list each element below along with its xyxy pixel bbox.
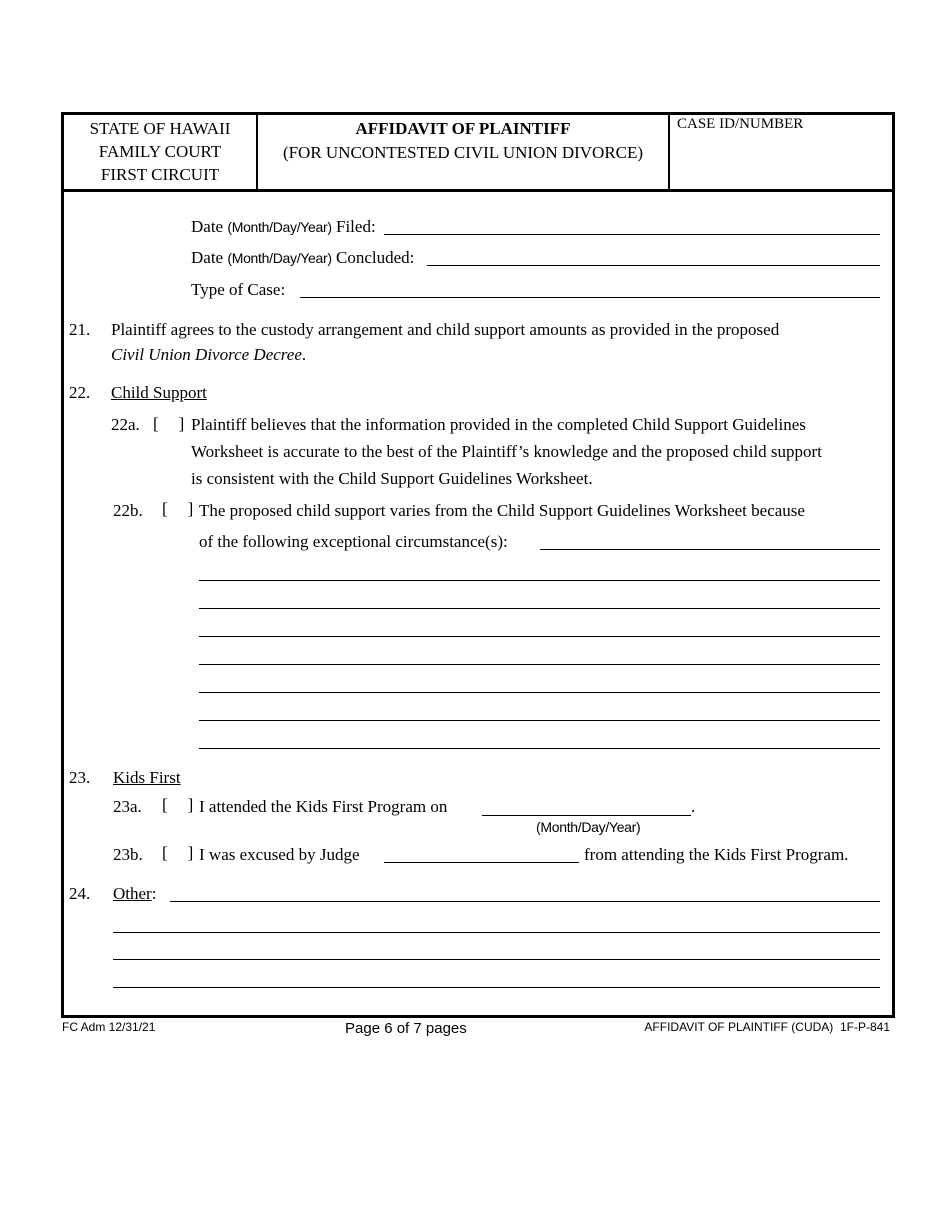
date-concluded-label: Date (Month/Day/Year) Concluded:	[191, 248, 415, 267]
item-22-number: 22.	[69, 383, 91, 402]
item-23b-label: 23b.	[113, 845, 143, 864]
item-22a-label: 22a.	[111, 415, 140, 434]
item-22a-text-end: is consistent with the Child Support Guidelines Worksheet.	[191, 469, 593, 488]
circumstances-line[interactable]	[199, 580, 880, 581]
circumstances-line[interactable]	[199, 720, 880, 721]
item-22a-text-cont: Worksheet is accurate to the best of the Plaintiff’s knowledge and the proposed child support	[191, 442, 822, 461]
circumstances-line[interactable]	[199, 664, 880, 665]
circumstances-line[interactable]	[199, 692, 880, 693]
item-21-number: 21.	[69, 320, 91, 339]
form-subtitle: (FOR UNCONTESTED CIVIL UNION DIVORCE)	[282, 143, 644, 162]
kids-first-heading: Kids First	[113, 768, 181, 787]
date-format-hint: (Month/Day/Year)	[536, 819, 641, 835]
case-id-field[interactable]	[672, 138, 890, 186]
item-23b-checkbox[interactable]: [ ]	[162, 843, 194, 862]
circumstances-line[interactable]	[199, 748, 880, 749]
court-circuit: FIRST CIRCUIT	[100, 165, 220, 184]
judge-name-field[interactable]	[384, 862, 579, 863]
type-of-case-label: Type of Case:	[191, 280, 286, 299]
item-22b-checkbox[interactable]: [ ]	[162, 499, 194, 518]
court-name: FAMILY COURT	[98, 142, 222, 161]
other-line[interactable]	[113, 987, 880, 988]
item-22b-text: The proposed child support varies from the Child Support Guidelines Worksheet because	[199, 501, 805, 520]
footer-form-id: AFFIDAVIT OF PLAINTIFF (CUDA) 1F-P-841	[644, 1020, 890, 1034]
item-23b-text-end: from attending the Kids First Program.	[584, 845, 849, 864]
item-23a-checkbox[interactable]: [ ]	[162, 795, 194, 814]
case-id-label: CASE ID/NUMBER	[677, 116, 804, 132]
item-22b-text-cont: of the following exceptional circumstance(s):	[199, 532, 508, 551]
circumstances-line[interactable]	[199, 636, 880, 637]
item-22a-checkbox[interactable]: [ ]	[153, 414, 185, 433]
circumstances-field[interactable]	[540, 549, 880, 550]
form-frame	[61, 112, 895, 1018]
date-filed-label: Date (Month/Day/Year) Filed:	[191, 217, 376, 236]
date-filed-field[interactable]	[384, 234, 880, 235]
header-column-divider	[668, 112, 670, 191]
item-23b-text: I was excused by Judge	[199, 845, 360, 864]
item-23-number: 23.	[69, 768, 91, 787]
other-label: Other:	[113, 884, 157, 903]
item-23a-text: I attended the Kids First Program on	[199, 797, 448, 816]
form-title: AFFIDAVIT OF PLAINTIFF	[355, 119, 571, 138]
footer-form-revision: FC Adm 12/31/21	[62, 1020, 156, 1034]
item-22a-text: Plaintiff believes that the information provided in the completed Child Support Guidelines	[191, 415, 806, 434]
type-of-case-field[interactable]	[300, 297, 880, 298]
item-23a-period: .	[691, 797, 696, 816]
item-22b-label: 22b.	[113, 501, 143, 520]
other-field[interactable]	[170, 901, 880, 902]
item-21-text-cont: Civil Union Divorce Decree.	[111, 345, 307, 364]
child-support-heading: Child Support	[111, 383, 207, 402]
item-23a-label: 23a.	[113, 797, 142, 816]
footer-page-number: Page 6 of 7 pages	[345, 1020, 467, 1037]
date-concluded-field[interactable]	[427, 265, 880, 266]
item-24-number: 24.	[69, 884, 91, 903]
court-state: STATE OF HAWAII	[89, 119, 231, 138]
other-line[interactable]	[113, 959, 880, 960]
other-line[interactable]	[113, 932, 880, 933]
item-21-text: Plaintiff agrees to the custody arrangement and child support amounts as provided in the proposed	[111, 320, 780, 339]
header-divider	[61, 189, 895, 192]
circumstances-line[interactable]	[199, 608, 880, 609]
kids-first-date-field[interactable]	[482, 815, 691, 816]
